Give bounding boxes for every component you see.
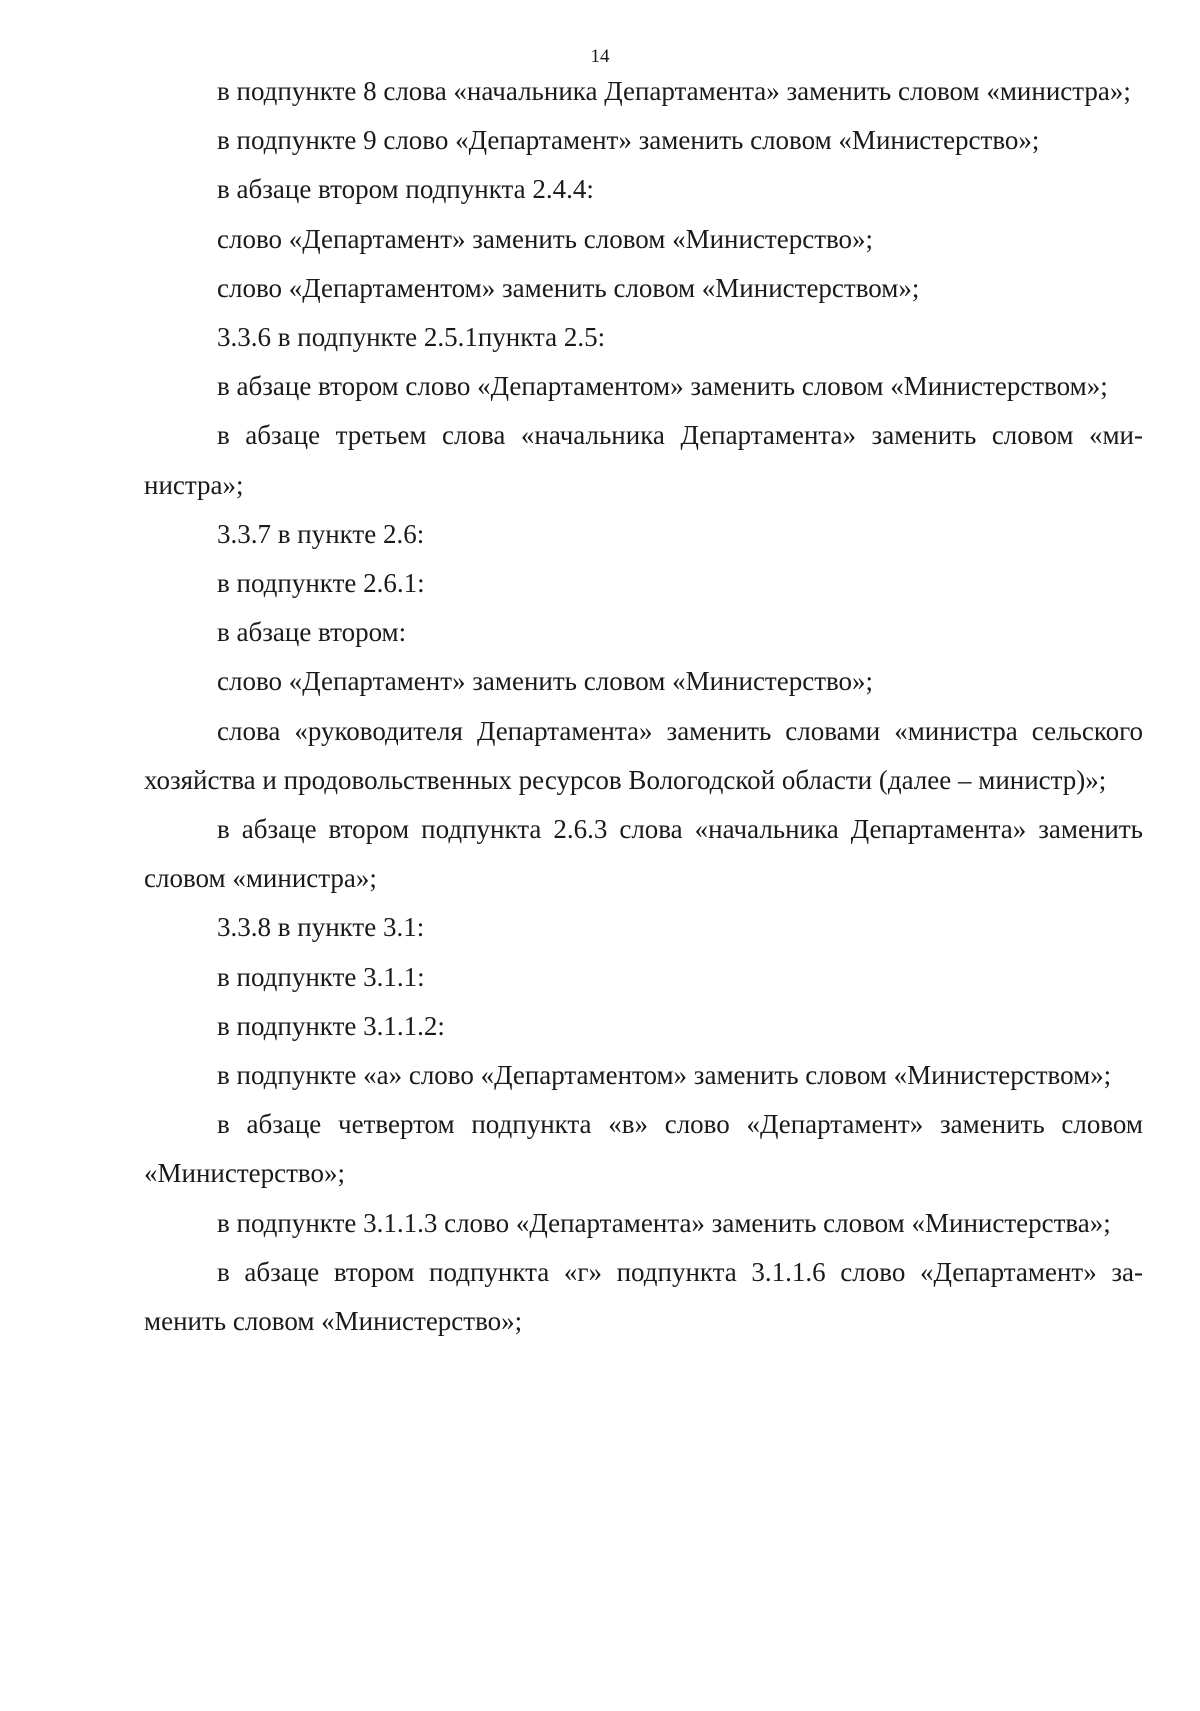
paragraph: слово «Департамент» заменить словом «Министерство»; xyxy=(217,666,874,697)
paragraph: в подпункте 2.6.1: xyxy=(217,568,425,599)
paragraph: в подпункте 3.1.1.3 слово «Департамента» заменить словом «Министерства»; xyxy=(217,1207,1111,1238)
paragraph: в абзаце втором подпункта 2.6.3 слова «начальника Департамента» заменить словом «министра»; xyxy=(144,814,1143,894)
paragraph: в абзаце втором слово «Департаментом» заменить словом «Министерством»; xyxy=(217,371,1108,402)
paragraph: в подпункте 8 слова «начальника Департамента» заменить словом «министра»; xyxy=(217,76,1131,106)
paragraph: в подпункте 3.1.1: xyxy=(217,961,425,992)
paragraph: в подпункте 9 слово «Департамент» заменить словом «Министерство»; xyxy=(217,125,1040,156)
paragraph: слово «Департаментом» заменить словом «Министерством»; xyxy=(217,272,920,303)
paragraph: в подпункте 3.1.1.2: xyxy=(217,1010,445,1041)
paragraph: 3.3.6 в подпункте 2.5.1пункта 2.5: xyxy=(217,322,606,353)
paragraph: в абзаце втором подпункта 2.4.4: xyxy=(217,174,594,205)
paragraph: в абзаце третьем слова «начальника Департамента» заменить словом «министра»; xyxy=(144,420,1143,500)
paragraph: в абзаце четвертом подпункта «в» слово «Департамент» заменить словом «Министерство»; xyxy=(144,1109,1143,1189)
document-body xyxy=(144,67,1143,1346)
paragraph: слово «Департамент» заменить словом «Министерство»; xyxy=(217,223,874,254)
paragraph: в подпункте «а» слово «Департаментом» заменить словом «Министерством»; xyxy=(217,1060,1112,1091)
paragraph: в абзаце втором: xyxy=(217,617,407,648)
paragraph: в абзаце втором подпункта «г» подпункта 3.1.1.6 слово «Департамент» заменить словом «Министерство»; xyxy=(144,1256,1143,1337)
paragraph: 3.3.7 в пункте 2.6: xyxy=(217,518,425,549)
page-number: 14 xyxy=(590,46,610,67)
paragraph: 3.3.8 в пункте 3.1: xyxy=(217,912,425,943)
paragraph: слова «руководителя Департамента» заменить словами «министра сельского хозяйства и продовольственных ресурсов Вологодской области (далее – министр)»; xyxy=(144,715,1143,795)
